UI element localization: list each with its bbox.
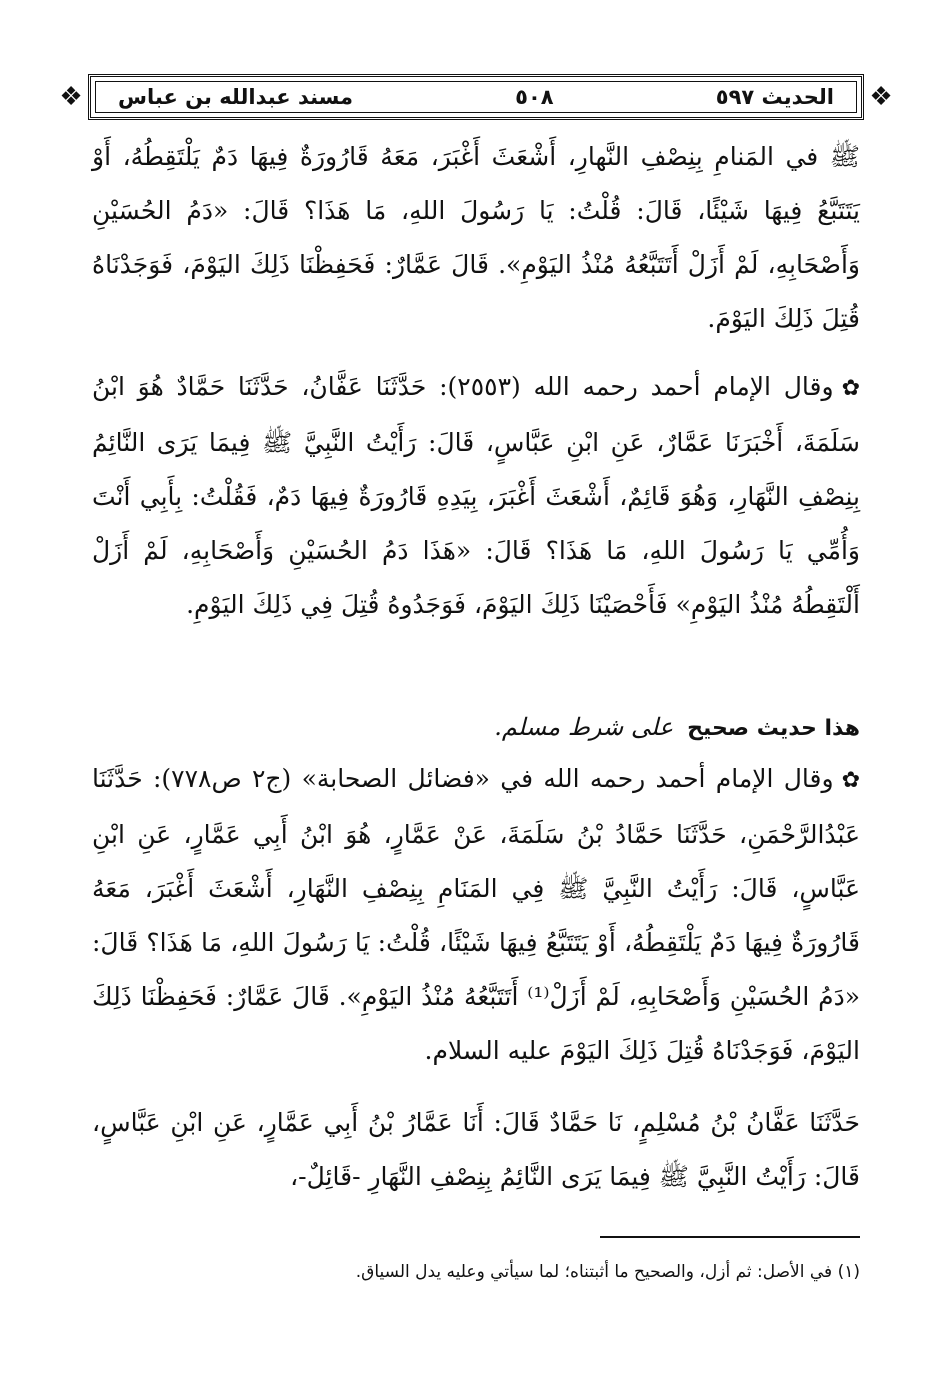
ornament-right-icon: ❖ [869, 82, 893, 112]
footnote-divider [600, 1236, 860, 1238]
grading-note [92, 700, 860, 756]
page-header [88, 74, 864, 120]
paragraph-4-text: وقال الإمام أحمد رحمه الله في «فضائل الصحابة» (ج٢ ص٧٧٨): حَدَّثَنَا عَبْدُالرَّحْمَنِ، حَدَّثَنَا حَمَّادُ بْنُ سَلَمَةَ، عَنْ عَمَّارٍ، هُوَ ابْنُ أَبِي عَمَّارٍ، عَنِ ابْنِ عَبَّاسٍ، قَالَ: رَأَيْتُ النَّبِيَّ ﷺ فِي المَنَامِ بِنِصْفِ النَّهَارِ، أَشْعَثَ أَغْبَرَ، مَعَهُ قَارُورَةٌ فِيهَا دَمٌ يَلْتَقِطُهُ، أَوْ يَتَتَبَّعُ فِيهَا شَيْئًا، قُلْتُ: يَا رَسُولَ اللهِ، مَا هَذَا؟ قَالَ: «دَمُ الحُسَيْنِ وَأَصْحَابِهِ، لَمْ أَزَلْ⁽¹⁾ أَتَتَبَّعُهُ مُنْذُ اليَوْمِ». قَالَ عَمَّارٌ: فَحَفِظْنَا ذَلِكَ اليَوْمَ، فَوَجَدْنَاهُ قُتِلَ ذَلِكَ اليَوْمَ عليه السلام. [92, 764, 860, 1065]
hadith-number-label: الحديث ٥٩٧ [715, 85, 834, 109]
footnote-text: (١) في الأصل: ثم أزل، والصحيح ما أثبتناه؛ لما سيأتي وعليه يدل السياق. [355, 1262, 860, 1282]
page-number: ٥٠٨ [515, 85, 554, 109]
flower-bullet-icon: ✿ [841, 376, 860, 401]
grading-prefix: هذا حديث صحيح [687, 716, 860, 741]
paragraph-2 [92, 360, 860, 632]
musnad-title: مسند عبدالله بن عباس [118, 85, 354, 109]
paragraph-4 [92, 752, 860, 1078]
paragraph-5-text: حَدَّثَنَا عَفَّانُ بْنُ مُسْلِمٍ، نَا حَمَّادٌ قَالَ: أَنَا عَمَّارُ بْنُ أَبِي عَمَّارٍ، عَنِ ابْنِ عَبَّاسٍ، قَالَ: رَأَيْتُ النَّبِيَّ ﷺ فِيمَا يَرَى النَّائِمُ بِنِصْفِ النَّهَارِ -قَائِلٌ-، [92, 1108, 860, 1191]
page-header-inner [95, 81, 857, 113]
ornament-left-icon: ❖ [59, 82, 83, 112]
paragraph-5 [92, 1096, 860, 1204]
grading-handwritten: على شرط مسلم. [494, 713, 674, 741]
footnote [92, 1258, 860, 1286]
flower-bullet-icon: ✿ [841, 768, 860, 793]
paragraph-1-text: ﷺ في المَنامِ بِنِصْفِ النَّهارِ، أَشْعَثَ أَغْبَرَ، مَعَهُ قَارُورَةٌ فِيهَا دَمٌ يَلْتَقِطُهُ، أَوْ يَتَتَبَّعُ فِيهَا شَيْئًا، قَالَ: قُلْتُ: يَا رَسُولَ اللهِ، مَا هَذَا؟ قَالَ: «دَمُ الحُسَيْنِ وَأَصْحَابِهِ، لَمْ أَزَلْ أَتَتَبَّعُهُ مُنْذُ اليَوْمِ». قَالَ عَمَّارٌ: فَحَفِظْنَا ذَلِكَ اليَوْمَ، فَوَجَدْنَاهُ قُتِلَ ذَلِكَ اليَوْمَ. [92, 142, 860, 333]
paragraph-2-text: وقال الإمام أحمد رحمه الله (٢٥٥٣): حَدَّثَنَا عَفَّانُ، حَدَّثَنَا حَمَّادٌ هُوَ ابْنُ سَلَمَةَ، أَخْبَرَنَا عَمَّارٌ، عَنِ ابْنِ عَبَّاسٍ، قَالَ: رَأَيْتُ النَّبِيَّ ﷺ فِيمَا يَرَى النَّائِمُ بِنِصْفِ النَّهَارِ، وَهُوَ قَائِمٌ، أَشْعَثَ أَغْبَرَ، بِيَدِهِ قَارُورَةٌ فِيهَا دَمٌ، فَقُلْتُ: بِأَبِي أَنْتَ وَأُمِّي يَا رَسُولَ اللهِ، مَا هَذَا؟ قَالَ: «هَذَا دَمُ الحُسَيْنِ وَأَصْحَابِهِ، لَمْ أَزَلْ أَلْتَقِطُهُ مُنْذُ اليَوْمِ» فَأَحْصَيْنَا ذَلِكَ اليَوْمَ، فَوَجَدُوهُ قُتِلَ فِي ذَلِكَ اليَوْمِ. [92, 372, 860, 619]
paragraph-1 [92, 130, 860, 346]
